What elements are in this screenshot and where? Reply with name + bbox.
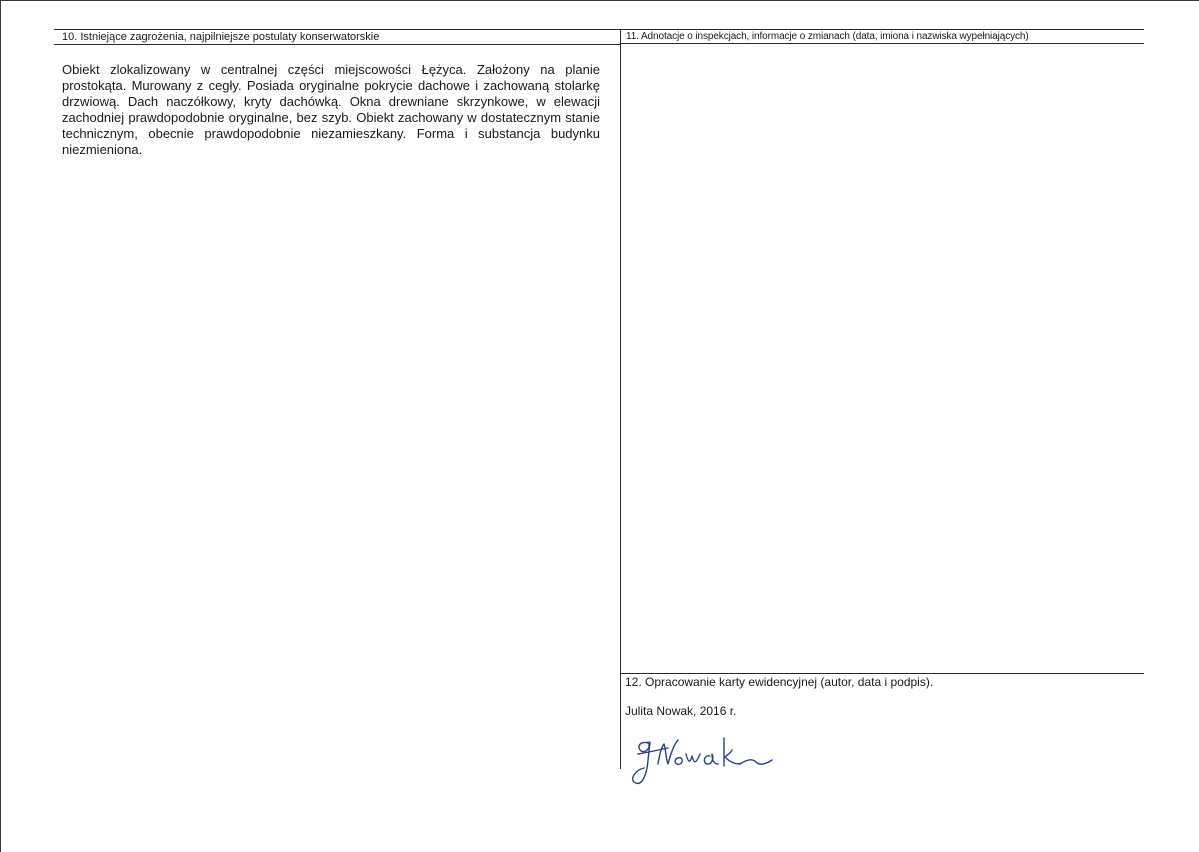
column-divider [620, 29, 621, 769]
section-10-underline [54, 44, 620, 45]
section-10-description: Obiekt zlokalizowany w centralnej części miejscowości Łężyca. Założony na planie prostokąta. Murowany z cegły. Posiada oryginalne pokrycie dachowe i zachowaną stolarkę drzwiową. Dach naczółkowy, kryty dachówką. Okna drewniane skrzynkowe, w elewacji zachodniej prawdopodobnie oryginalne, bez szyb. Obiekt zachowany w dostatecznym stanie technicznym, obecnie prawdopodobnie niezamieszkany. Forma i substancja budynku niezmieniona. [62, 62, 600, 157]
section-12-top-rule [620, 673, 1144, 674]
section-11-underline [620, 43, 1144, 44]
handwritten-signature [628, 730, 778, 792]
section-11-label: 11. Adnotacje o inspekcjach, informacje o zmianach (data, imiona i nazwiska wypełniających) [626, 31, 1029, 42]
author-line: Julita Nowak, 2016 r. [625, 704, 737, 718]
section-10-label: 10. Istniejące zagrożenia, najpilniejsze postulaty konserwatorskie [62, 31, 380, 43]
section-12-label: 12. Opracowanie karty ewidencyjnej (autor, data i podpis). [625, 675, 934, 689]
